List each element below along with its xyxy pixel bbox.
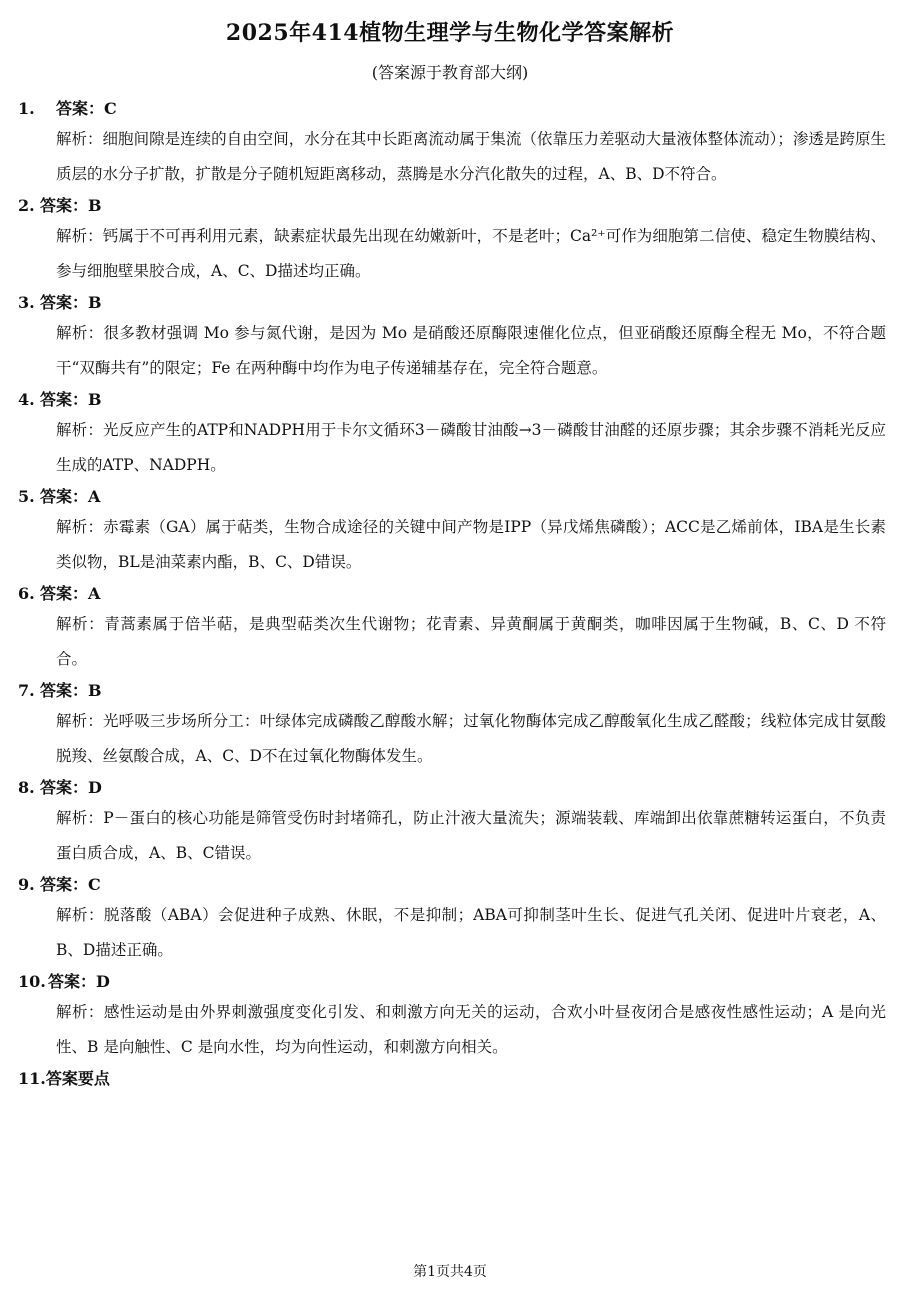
answer-item <box>18 1066 886 1092</box>
question-number: 9. <box>18 875 35 894</box>
answer-heading <box>18 484 886 510</box>
answer-text: 答案：B <box>40 390 102 409</box>
question-number: 5. <box>18 487 35 506</box>
answer-heading <box>18 96 886 122</box>
page-title: 2025年414植物生理学与生物化学答案解析 <box>225 20 675 46</box>
question-number: 7. <box>18 681 35 700</box>
answer-text: 答案：C <box>40 875 101 894</box>
answer-text: 答案：D <box>40 778 102 797</box>
answer-text: 答案：D <box>48 972 110 991</box>
explanation-text: 解析：光呼吸三步场所分工：叶绿体完成磷酸乙醇酸水解；过氧化物酶体完成乙醇酸氧化生成乙醛酸；线粒体完成甘氨酸脱羧、丝氨酸合成，A、C、D不在过氧化物酶体发生。 <box>56 712 886 765</box>
answer-heading <box>18 872 886 898</box>
page-subtitle: (答案源于教育部大纲) <box>371 63 529 82</box>
question-number: 6. <box>18 584 35 603</box>
explanation-text: 解析：P－蛋白的核心功能是筛管受伤时封堵筛孔，防止汁液大量流失；源端装载、库端卸出依靠蔗糖转运蛋白，不负责蛋白质合成，A、B、C错误。 <box>56 809 886 862</box>
explanation-text: 解析：很多教材强调 Mo 参与氮代谢，是因为 Mo 是硝酸还原酶限速催化位点，但亚硝酸还原酶全程无 Mo，不符合题干“双酶共有”的限定；Fe 在两种酶中均作为电子传递辅基存在，完全符合题意。 <box>56 324 886 377</box>
answer-heading <box>18 969 886 995</box>
answer-heading <box>18 581 886 607</box>
answer-text: 答案要点 <box>45 1069 110 1088</box>
answer-heading <box>18 290 886 316</box>
explanation-text: 解析：青蒿素属于倍半萜，是典型萜类次生代谢物；花青素、异黄酮属于黄酮类，咖啡因属于生物碱，B、C、D 不符合。 <box>56 615 886 668</box>
answer-item <box>18 290 886 386</box>
answer-heading <box>18 1066 886 1092</box>
answer-item <box>18 387 886 483</box>
answer-text: 答案：C <box>56 99 117 118</box>
explanation-text: 解析：钙属于不可再利用元素，缺素症状最先出现在幼嫩新叶，不是老叶；Ca²⁺可作为细胞第二信使、稳定生物膜结构、参与细胞壁果胶合成，A、C、D描述均正确。 <box>56 227 886 280</box>
answer-text: 答案：B <box>40 681 102 700</box>
answer-heading <box>18 193 886 219</box>
explanation-text: 解析：感性运动是由外界刺激强度变化引发、和刺激方向无关的运动，合欢小叶昼夜闭合是感夜性感性运动；A 是向光性、B 是向触性、C 是向水性，均为向性运动，和刺激方向相关。 <box>56 1003 886 1056</box>
answer-item <box>18 775 886 871</box>
page-footer: 第1页共4页 <box>413 1264 487 1280</box>
explanation-text: 解析：赤霉素（GA）属于萜类，生物合成途径的关键中间产物是IPP（异戊烯焦磷酸）；ACC是乙烯前体，IBA是生长素类似物，BL是油菜素内酯，B、C、D错误。 <box>56 518 886 571</box>
question-number: 1. <box>18 99 35 118</box>
answer-heading <box>18 775 886 801</box>
answer-item <box>18 581 886 677</box>
question-number: 8. <box>18 778 35 797</box>
explanation-text: 解析：光反应产生的ATP和NADPH用于卡尔文循环3－磷酸甘油酸→3－磷酸甘油醛的还原步骤；其余步骤不消耗光反应生成的ATP、NADPH。 <box>56 421 886 474</box>
question-number: 11. <box>18 1069 46 1088</box>
answer-text: 答案：A <box>40 487 101 506</box>
explanation-text: 解析：细胞间隙是连续的自由空间，水分在其中长距离流动属于集流（依靠压力差驱动大量液体整体流动）；渗透是跨原生质层的水分子扩散，扩散是分子随机短距离移动，蒸腾是水分汽化散失的过程，A、B、D不符合。 <box>56 130 886 183</box>
explanation-text: 解析：脱落酸（ABA）会促进种子成熟、休眠，不是抑制；ABA可抑制茎叶生长、促进气孔关闭、促进叶片衰老，A、B、D描述正确。 <box>56 906 886 959</box>
question-number: 4. <box>18 390 35 409</box>
answer-item <box>18 969 886 1065</box>
answer-item <box>18 678 886 774</box>
answer-text: 答案：B <box>40 196 102 215</box>
answer-item <box>18 96 886 192</box>
answer-list <box>18 96 886 1093</box>
question-number: 10. <box>18 972 46 991</box>
answer-item <box>18 193 886 289</box>
question-number: 3. <box>18 293 35 312</box>
answer-item <box>18 872 886 968</box>
answer-text: 答案：B <box>40 293 102 312</box>
answer-item <box>18 484 886 580</box>
answer-heading <box>18 678 886 704</box>
answer-text: 答案：A <box>40 584 101 603</box>
question-number: 2. <box>18 196 35 215</box>
answer-heading <box>18 387 886 413</box>
